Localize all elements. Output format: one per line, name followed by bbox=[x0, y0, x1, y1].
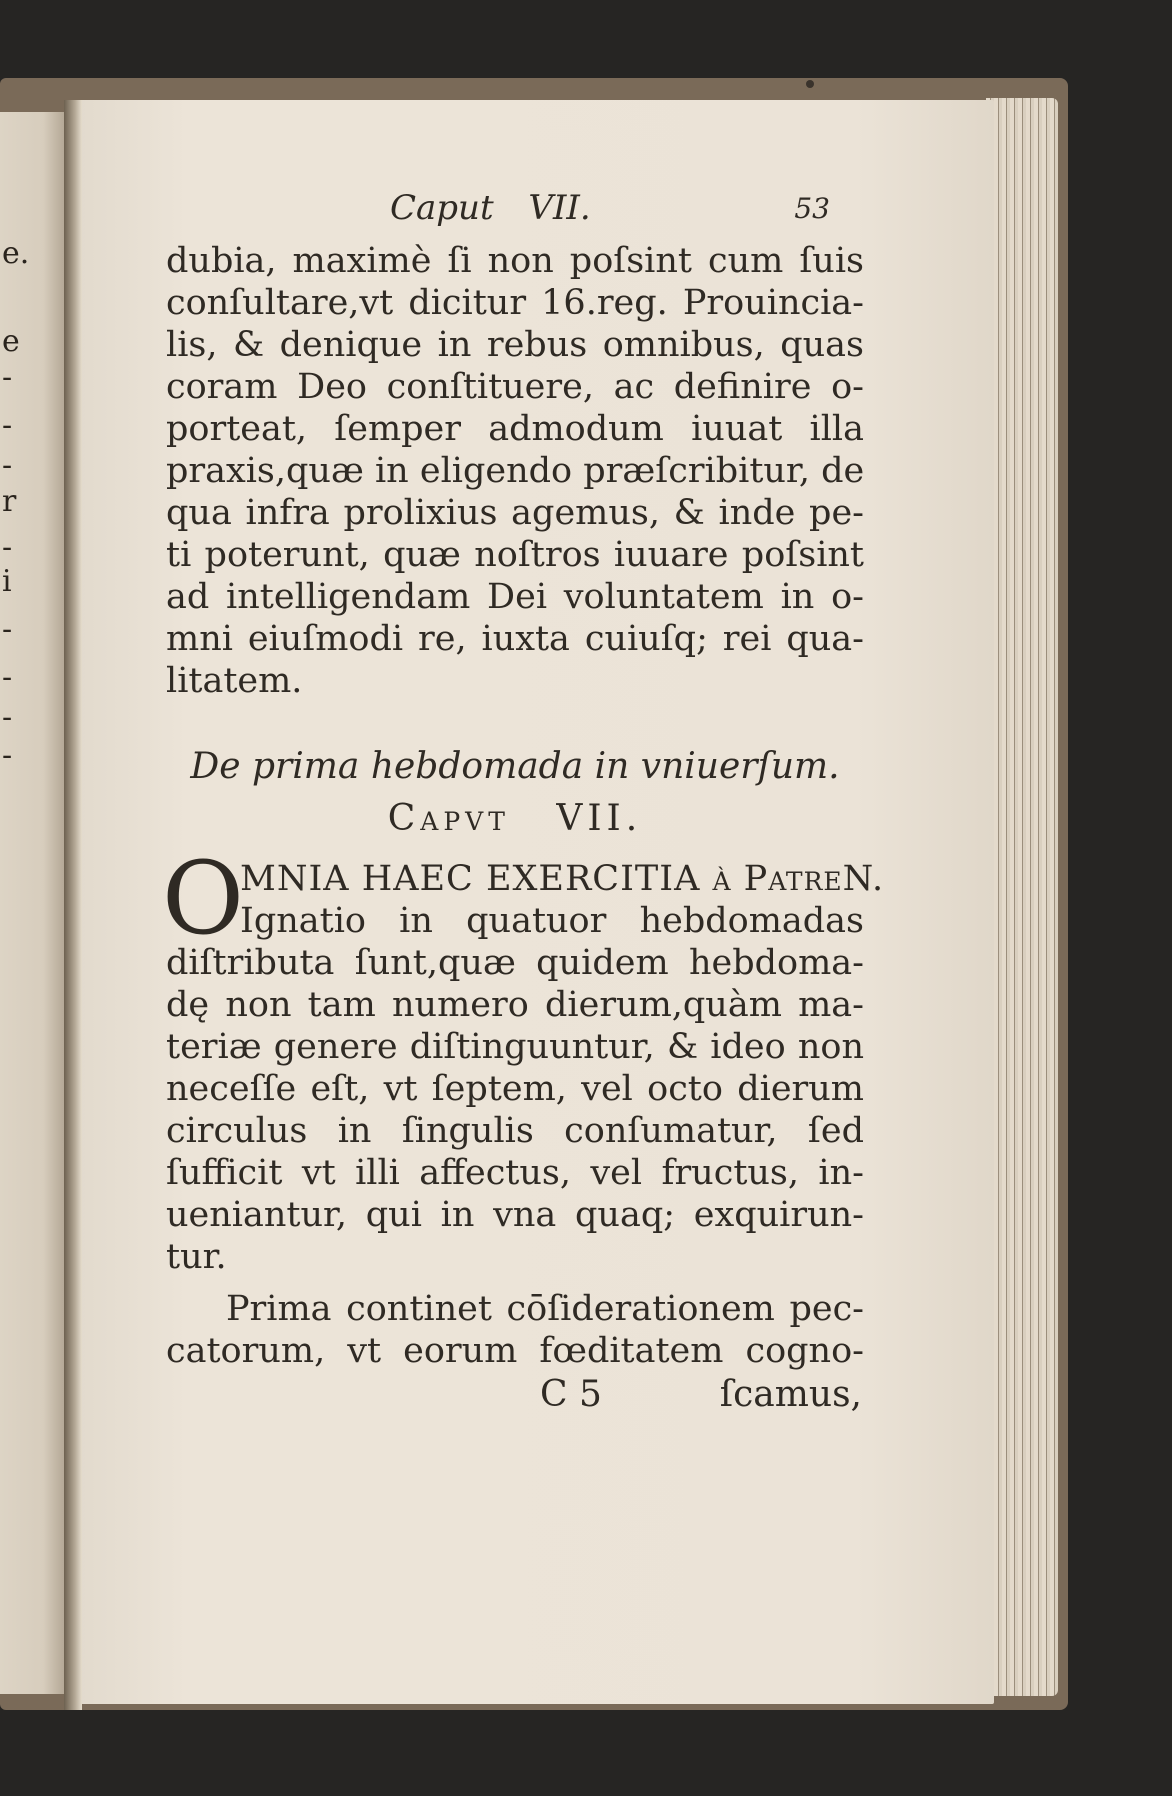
paragraph-1 bbox=[166, 240, 864, 702]
chapter-heading: Capvt VII. bbox=[387, 798, 643, 839]
paragraph-3 bbox=[166, 1288, 864, 1372]
text-line: catorum, vt eorum fœditatem cogno- bbox=[166, 1331, 864, 1371]
signature-mark: C 5 bbox=[540, 1374, 602, 1415]
book-gutter bbox=[64, 100, 82, 1710]
text-line: ſufficit vt illi affectus, vel fructus, in- bbox=[166, 1153, 864, 1193]
running-title: Caput VII. bbox=[390, 188, 591, 228]
text-line: coram Deo conſtituere, ac definire o- bbox=[166, 367, 864, 407]
left-page-fragment bbox=[0, 112, 72, 1694]
signature-line bbox=[166, 1374, 864, 1420]
left-fragment-text: - bbox=[2, 360, 13, 395]
text-line: dę non tam numero dierum,quàm ma- bbox=[166, 985, 864, 1025]
page-edges-stack bbox=[986, 98, 1058, 1696]
text-line: dubia, maximè ſi non poſsint cum ſuis bbox=[166, 241, 864, 281]
text-line: diſtributa ſunt,quæ quidem hebdoma- bbox=[166, 943, 864, 983]
text-line: ti poterunt, quæ noſtros iuuare poſsint bbox=[166, 535, 864, 575]
left-fragment-text: e. bbox=[2, 236, 30, 271]
left-fragment-text: - bbox=[2, 408, 13, 443]
left-fragment-text: - bbox=[2, 738, 13, 773]
text-line: circulus in ſingulis conſumatur, ſed bbox=[166, 1111, 864, 1151]
text-line: MNIA HAEC EXERCITIA à PatreN. bbox=[240, 859, 885, 899]
text-line: mni eiuſmodi re, iuxta cuiuſq; rei qua- bbox=[166, 619, 864, 659]
text-line: neceſſe eſt, vt ſeptem, vel octo dierum bbox=[166, 1069, 864, 1109]
drop-cap: O bbox=[162, 840, 244, 957]
ink-spot bbox=[806, 80, 814, 88]
text-line: ueniantur, qui in vna quaq; exquirun- bbox=[166, 1195, 864, 1235]
text-line: qua infra prolixius agemus, & inde pe- bbox=[166, 493, 864, 533]
text-line: conſultare,vt dicitur 16.reg. Prouincia- bbox=[166, 283, 864, 323]
left-fragment-text: - bbox=[2, 612, 13, 647]
text-line: Prima continet cōſiderationem pec- bbox=[226, 1289, 864, 1329]
running-header bbox=[166, 188, 864, 240]
left-fragment-text: - bbox=[2, 530, 13, 565]
left-fragment-text: - bbox=[2, 660, 13, 695]
section-subheading: De prima hebdomada in vniuerſum. bbox=[190, 746, 840, 787]
text-line: porteat, ſemper admodum iuuat illa bbox=[166, 409, 864, 449]
left-fragment-text: r bbox=[2, 484, 17, 519]
paragraph-2 bbox=[162, 840, 885, 1278]
page-text-block bbox=[162, 188, 885, 1420]
left-fragment-text: - bbox=[2, 700, 13, 735]
page-number: 53 bbox=[794, 192, 830, 225]
text-line: litatem. bbox=[166, 661, 303, 701]
text-line: teriæ genere diſtinguuntur, & ideo non bbox=[166, 1027, 864, 1067]
text-line: ad intelligendam Dei voluntatem in o- bbox=[166, 577, 864, 617]
text-line: tur. bbox=[166, 1237, 227, 1277]
left-fragment-text: i bbox=[2, 564, 12, 599]
catchword: ſcamus, bbox=[719, 1374, 862, 1415]
text-line: Ignatio in quatuor hebdomadas bbox=[240, 901, 864, 941]
left-fragment-text: e bbox=[2, 324, 20, 359]
text-line: praxis,quæ in eligendo præſcribitur, de bbox=[166, 451, 865, 491]
text-line: lis, & denique in rebus omnibus, quas bbox=[166, 325, 864, 365]
left-fragment-text: - bbox=[2, 448, 13, 483]
